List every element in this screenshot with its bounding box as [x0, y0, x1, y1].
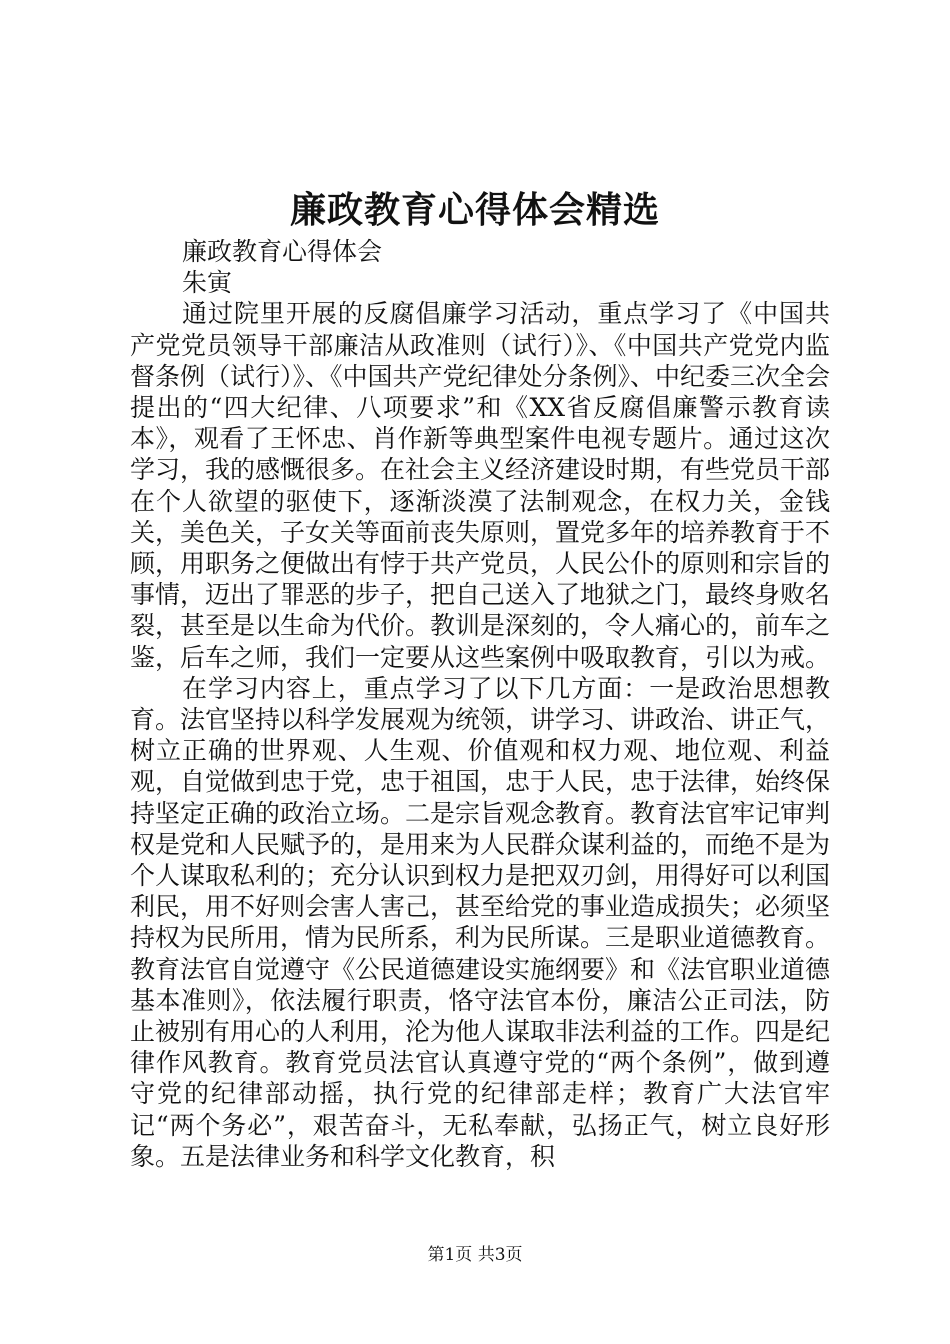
body-paragraph-2: 在学习内容上，重点学习了以下几方面：一是政治思想教育。法官坚持以科学发展观为统领，讲学习、讲政治、讲正气，树立正确的世界观、人生观、价值观和权力观、地位观、利益观，自觉做到忠于党，忠于祖国，忠于人民，忠于法律，始终保持坚定正确的政治立场。二是宗旨观念教育。教育法官牢记审判权是党和人民赋予的，是用来为人民群众谋利益的，而绝不是为个人谋取私利的；充分认识到权力是把双刃剑，用得好可以利国利民，用不好则会害人害己，甚至给党的事业造成损失；必须坚持权为民所用，情为民所系，利为民所谋。三是职业道德教育。教育法官自觉遵守《公民道德建设实施纲要》和《法官职业道德基本准则》，依法履行职责，恪守法官本份，廉洁公正司法，防止被别有用心的人利用，沦为他人谋取非法利益的工作。四是纪律作风教育。教育党员法官认真遵守党的“两个条例”，做到遵守党的纪律部动摇，执行党的纪律部走样；教育广大法官牢记“两个务必”，艰苦奋斗，无私奉献，弘扬正气，树立良好形象。五是法律业务和科学文化教育，积 — [130, 673, 831, 1171]
page-number-footer: 第1页 共3页 — [427, 1245, 523, 1265]
document-body — [130, 236, 830, 1172]
body-paragraph-1: 通过院里开展的反腐倡廉学习活动，重点学习了《中国共产党党员领导干部廉洁从政准则（试行）》、《中国共产党党内监督条例（试行）》、《中国共产党纪律处分条例》、中纪委三次全会提出的“四大纪律、八项要求”和《XX省反腐倡廉警示教育读本》，观看了王怀忠、肖作新等典型案件电视专题片。通过这次学习，我的感慨很多。在社会主义经济建设时期，有些党员干部在个人欲望的驱使下，逐渐淡漠了法制观念，在权力关，金钱关，美色关，子女关等面前丧失原则，置党多年的培养教育于不顾，用职务之便做出有悖于共产党员，人民公仆的原则和宗旨的事情，迈出了罪恶的步子，把自己送入了地狱之门，最终身败名裂，甚至是以生命为代价。教训是深刻的，令人痛心的，前车之鉴，后车之师，我们一定要从这些案例中吸取教育，引以为戒。 — [130, 299, 831, 672]
document-subtitle: 廉政教育心得体会 — [182, 237, 383, 266]
document-title: 廉政教育心得体会精选 — [289, 189, 660, 231]
document-author: 朱寅 — [182, 268, 233, 298]
